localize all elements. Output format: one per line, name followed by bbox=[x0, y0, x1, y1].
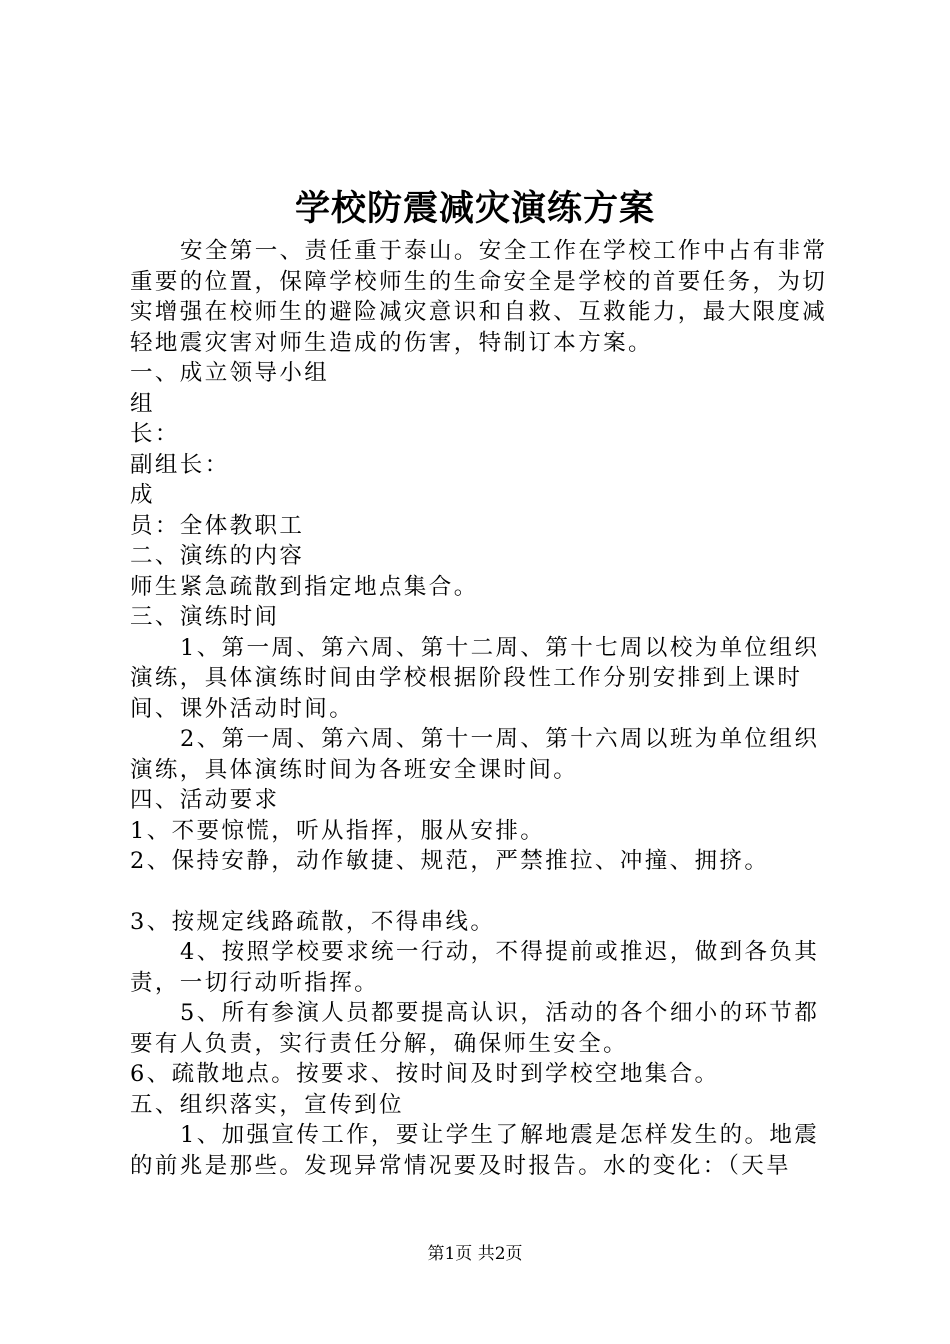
body-line: 成 bbox=[130, 482, 155, 508]
section-heading-4: 四、活动要求 bbox=[130, 787, 280, 813]
section-heading-3: 三、演练时间 bbox=[130, 604, 280, 630]
document-title: 学校防震减灾演练方案 bbox=[294, 188, 655, 229]
section-heading-2: 二、演练的内容 bbox=[130, 543, 305, 569]
document-body bbox=[130, 236, 830, 1181]
body-line: 师生紧急疏散到指定地点集合。 bbox=[130, 573, 479, 600]
body-line: 员：全体教职工 bbox=[130, 512, 305, 539]
body-line: 组 bbox=[130, 390, 155, 417]
section-heading-1: 一、成立领导小组 bbox=[130, 360, 330, 386]
body-paragraph: 4、按照学校要求统一行动，不得提前或推迟，做到各负其责，一切行动听指挥。 bbox=[130, 939, 820, 996]
body-paragraph: 1、第一周、第六周、第十二周、第十七周以校为单位组织演练，具体演练时间由学校根据阶段性工作分别安排到上课时间、课外活动时间。 bbox=[130, 634, 820, 722]
body-line: 副组长： bbox=[130, 451, 230, 478]
body-paragraph: 1、加强宣传工作，要让学生了解地震是怎样发生的。地震的前兆是那些。发现异常情况要及时报告。水的变化：（天旱 bbox=[130, 1122, 820, 1179]
body-line: 1、不要惊慌，听从指挥，服从安排。 bbox=[130, 817, 546, 844]
body-line: 6、疏散地点。按要求、按时间及时到学校空地集合。 bbox=[130, 1061, 720, 1087]
body-line: 长： bbox=[130, 421, 180, 447]
body-line: 3、按规定线路疏散，不得串线。 bbox=[130, 908, 496, 935]
page-footer: 第1页 共2页 bbox=[427, 1244, 523, 1264]
body-paragraph: 2、第一周、第六周、第十一周、第十六周以班为单位组织演练，具体演练时间为各班安全课时间。 bbox=[130, 726, 820, 783]
body-line: 2、保持安静，动作敏捷、规范，严禁推拉、冲撞、拥挤。 bbox=[130, 848, 770, 874]
body-paragraph: 5、所有参演人员都要提高认识，活动的各个细小的环节都要有人负责，实行责任分解，确保师生安全。 bbox=[130, 1000, 820, 1057]
intro-paragraph: 安全第一、责任重于泰山。安全工作在学校工作中占有非常重要的位置，保障学校师生的生命安全是学校的首要任务，为切实增强在校师生的避险减灾意识和自救、互救能力，最大限度减轻地震灾害对师生造成的伤害，特制订本方案。 bbox=[130, 238, 828, 356]
section-heading-5: 五、组织落实，宣传到位 bbox=[130, 1091, 404, 1118]
